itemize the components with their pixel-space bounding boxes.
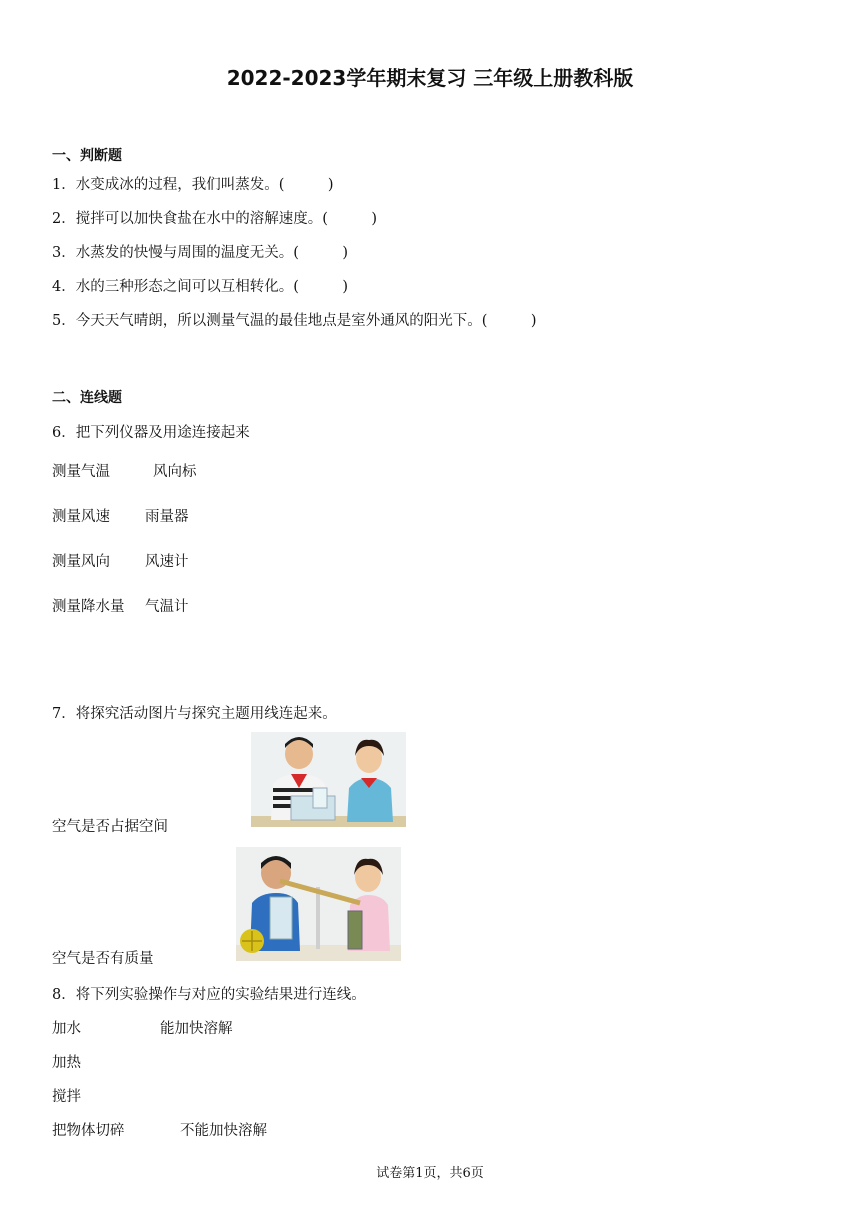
question-1: 1．水变成冰的过程，我们叫蒸发。( ) <box>52 177 334 193</box>
section-heading-matching: 二、连线题 <box>52 390 122 406</box>
q6-right-item: 气温计 <box>145 599 189 615</box>
question-4: 4．水的三种形态之间可以互相转化。( ) <box>52 279 349 295</box>
q6-right-item: 雨量器 <box>145 509 189 525</box>
q6-right-item: 风速计 <box>145 554 189 570</box>
q6-left-item: 测量风向 <box>52 554 110 570</box>
activity-photo-1 <box>251 732 406 827</box>
section-heading-true-false: 一、判断题 <box>52 148 122 164</box>
q8-result: 不能加快溶解 <box>180 1123 267 1139</box>
q8-result: 能加快溶解 <box>160 1021 233 1037</box>
page-footer: 试卷第1页，共6页 <box>376 1166 484 1181</box>
q7-topic: 空气是否有质量 <box>52 951 154 967</box>
q6-left-item: 测量气温 <box>52 464 110 480</box>
question-2: 2．搅拌可以加快食盐在水中的溶解速度。( ) <box>52 211 378 227</box>
q6-right-item: 风向标 <box>153 464 197 480</box>
page-title: 2022-2023学年期末复习 三年级上册教科版 <box>226 66 634 90</box>
question-6-prompt: 6．把下列仪器及用途连接起来 <box>52 425 250 441</box>
q8-operation: 搅拌 <box>52 1089 81 1105</box>
q7-topic: 空气是否占据空间 <box>52 819 168 835</box>
q6-left-item: 测量风速 <box>52 509 110 525</box>
q6-left-item: 测量降水量 <box>52 599 125 615</box>
activity-photo-2 <box>236 847 401 961</box>
q8-operation: 加水 <box>52 1021 81 1037</box>
question-8-prompt: 8．将下列实验操作与对应的实验结果进行连线。 <box>52 987 366 1003</box>
question-3: 3．水蒸发的快慢与周围的温度无关。( ) <box>52 245 349 261</box>
q8-operation: 把物体切碎 <box>52 1123 125 1139</box>
question-7-prompt: 7．将探究活动图片与探究主题用线连起来。 <box>52 706 337 722</box>
q8-operation: 加热 <box>52 1055 81 1071</box>
question-5: 5．今天天气晴朗，所以测量气温的最佳地点是室外通风的阳光下。( ) <box>52 313 537 329</box>
